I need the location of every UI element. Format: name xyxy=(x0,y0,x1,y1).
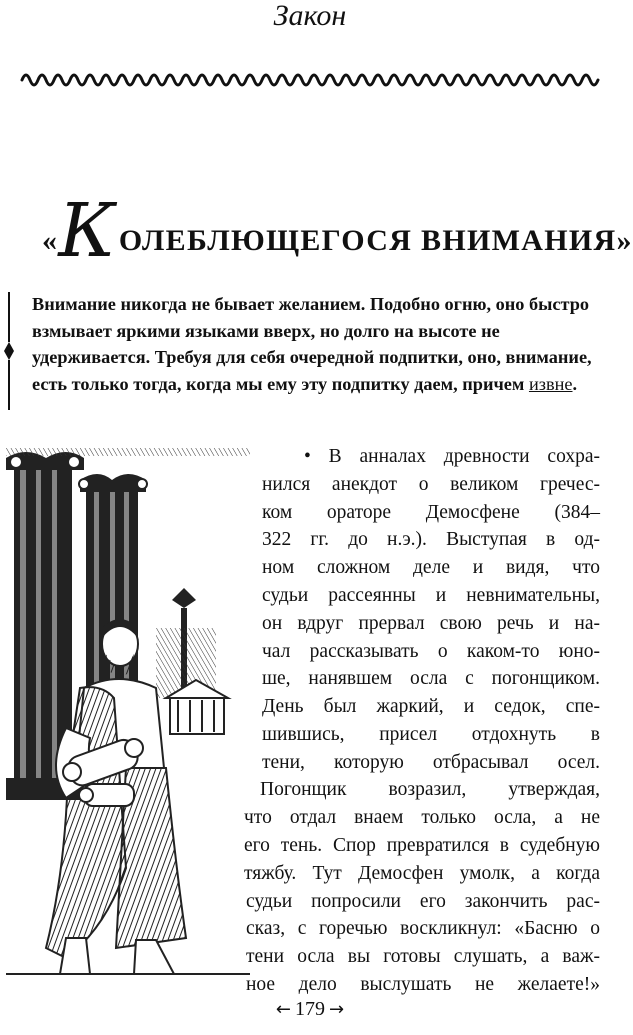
body-line: День был жаркий, и седок, спе- xyxy=(262,696,600,717)
title-close-quote: » xyxy=(616,224,633,257)
wavy-divider xyxy=(22,66,598,94)
right-arrow-icon: → xyxy=(329,999,345,1020)
body-line: судьи рассеянны и невнимательны, xyxy=(262,585,600,606)
body-line: что отдал внаем только осла, а не xyxy=(244,807,600,828)
body-line: тяжбу. Тут Демосфен умолк, а когда xyxy=(244,863,600,884)
body-line: его тень. Спор превратился в судебную xyxy=(244,835,600,856)
lead-underlined-word: извне xyxy=(528,373,573,394)
lead-end: . xyxy=(572,373,578,394)
body-line: ное дело выслушать не желаете!» xyxy=(246,974,600,995)
left-arrow-icon: ← xyxy=(275,999,291,1020)
body-line: чал рассказывать о каком-то юно- xyxy=(262,641,600,662)
body-line: ше, нанявшем осла с погонщиком. xyxy=(262,668,600,689)
margin-ornament-icon xyxy=(2,292,16,410)
body-line: судьи попросили его закончить рас- xyxy=(246,891,600,912)
body-line: ком ораторе Демосфене (384– xyxy=(262,502,600,523)
title-text: ОЛЕБЛЮЩЕГОСЯ ВНИМАНИЯ xyxy=(118,224,617,257)
body-line: тени, которую отбрасывал осел. xyxy=(262,752,600,773)
title-drop-cap: К xyxy=(58,188,117,274)
lead-paragraph xyxy=(32,291,600,397)
body-line: ном сложном деле и видя, что xyxy=(262,557,600,578)
chapter-title xyxy=(42,188,633,276)
body-line: он вдруг прервал свою речь и на- xyxy=(262,613,600,634)
page-number: 179 xyxy=(295,998,325,1020)
body-line: шившись, присел отдохнуть в xyxy=(262,724,600,745)
body-line: тени осла вы готовы слушать, а важ- xyxy=(246,946,600,967)
title-open-quote: « xyxy=(42,224,59,257)
page-footer xyxy=(0,998,620,1021)
lead-text: Внимание никогда не бывает желанием. Подобно огню, оно быстро взмывает яркими языками вверх, но долго на высоте не удерживается. Требуя для себя очередной подпитки, оно, внимание, есть только тогда, когда мы ему эту подпитку даем, причем xyxy=(32,294,592,394)
body-line: Погонщик возразил, утверждая, xyxy=(260,779,600,800)
demosthenes-illustration xyxy=(6,448,250,976)
body-line: 322 гг. до н.э.). Выступая в од- xyxy=(262,529,600,550)
body-line: • В анналах древности сохра- xyxy=(304,446,600,467)
running-title: Закон xyxy=(273,0,347,32)
body-line: нился анекдот о великом гречес- xyxy=(262,474,600,495)
body-line: сказ, с горечью воскликнул: «Басню о xyxy=(246,918,600,939)
